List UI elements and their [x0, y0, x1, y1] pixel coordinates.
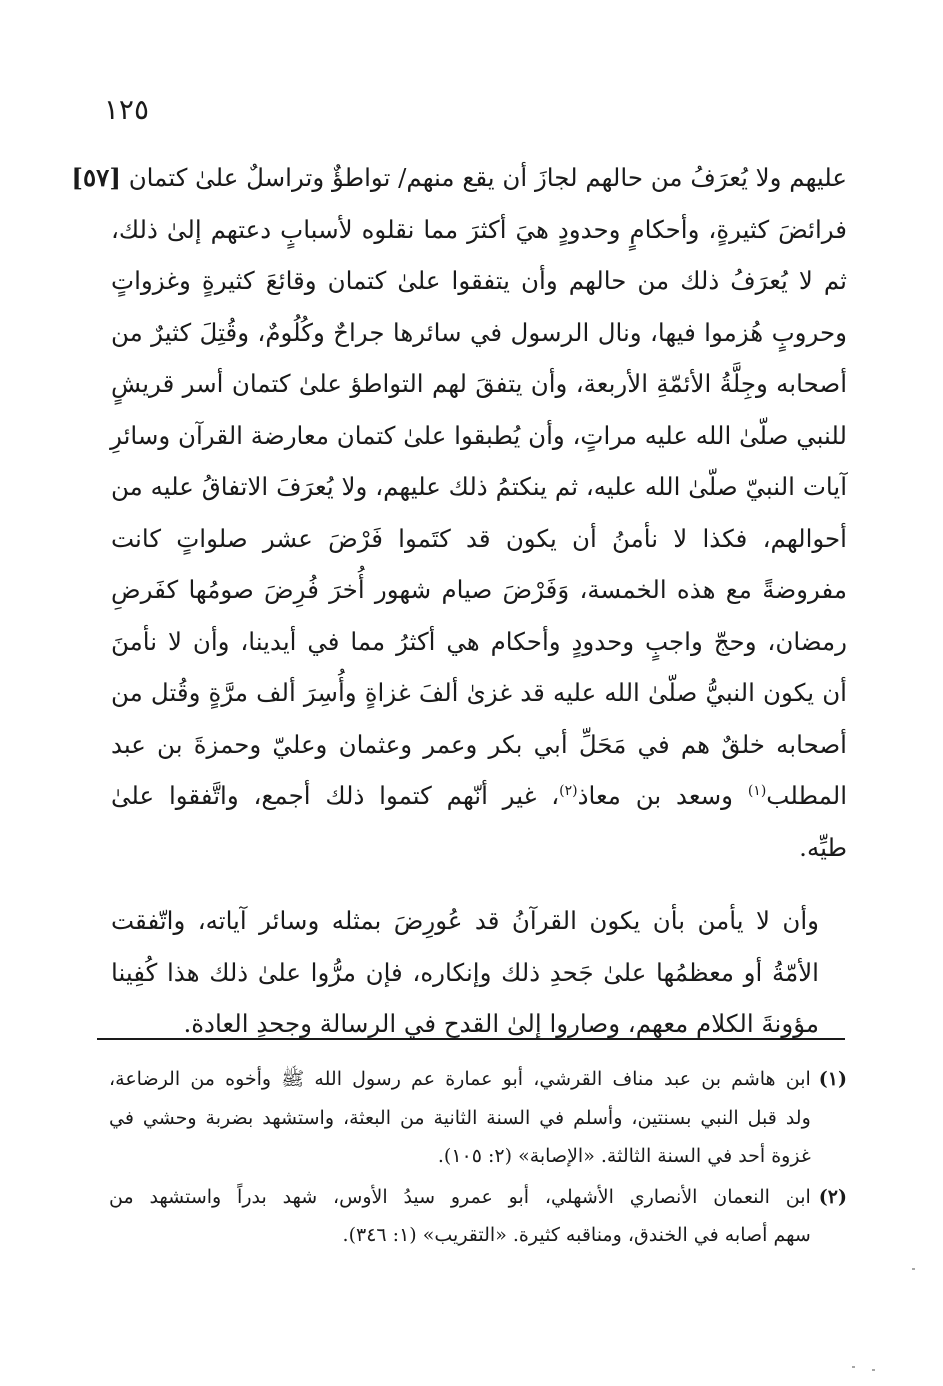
footnote-text	[109, 1060, 811, 1176]
scan-speck	[852, 1366, 855, 1368]
scan-speck	[912, 1268, 915, 1270]
text-line: للنبي صلّىٰ الله عليه مراتٍ، وأن يُطبقوا علىٰ كتمان معارضة القرآن وسائرِ	[110, 420, 847, 450]
footnote-line: ولد قبل النبي بسنتين، وأسلم في السنة الثانية من البعثة، واستشهد بضربة وحشي في	[109, 1106, 811, 1129]
paragraph-1	[71, 152, 847, 873]
page-number: ١٢٥	[103, 93, 149, 126]
text-line: وأن لا يأمن بأن يكون القرآنُ قد عُورِضَ بمثله وسائر آياته، واتّفقت	[111, 906, 819, 935]
text-segment: المطلب	[766, 781, 847, 810]
text-line: أن يكون النبيُّ صلّىٰ الله عليه قد غزىٰ ألفَ غزاةٍ وأُسِرَ ألف مرَّةٍ وقُتل من	[111, 678, 847, 707]
footnote-ref-1[interactable]: (١)	[747, 782, 767, 799]
text-line: أصحابه وجِلَّةُ الأئمّةِ الأربعة، وأن يتفقَ لهم التواطؤ علىٰ كتمان أسر قريشٍ	[111, 369, 847, 398]
text-line: عليهم ولا يُعرَفُ من حالهم لجازَ أن يقع منهم/ تواطؤٌ وتراسلٌ علىٰ كتمان [٥٧]	[71, 163, 847, 192]
footnote-text	[109, 1178, 811, 1255]
footnote-divider	[97, 1038, 845, 1040]
footnote-2	[109, 1178, 847, 1255]
footnote-ref-2[interactable]: (٢)	[559, 782, 578, 799]
text-line: مفروضةً مع هذه الخمسة، وَفَرْضَ صيام شهور أُخرَ فُرِضَ صومُها كفَرضِ	[111, 575, 847, 604]
text-line: فرائضَ كثيرةٍ، وأحكامٍ وحدودٍ هيَ أكثرَ مما نقلوه لأسبابٍ دعتهم إلىٰ ذلك،	[111, 214, 847, 244]
scan-speck	[872, 1369, 875, 1371]
footnote-line: غزوة أحد في السنة الثالثة. «الإصابة» (٢: ١٠٥).	[437, 1145, 811, 1167]
footnotes	[109, 1060, 847, 1257]
footnote-number: (٢)	[818, 1185, 847, 1208]
text-line-with-notes	[111, 770, 847, 822]
footnote-line: سهم أصابه في الخندق، ومناقبه كثيرة. «التقريب» (١: ٣٤٦).	[342, 1224, 811, 1246]
text-line: آيات النبيّ صلّىٰ الله عليه، ثم ينكتمُ ذلك عليهم، ولا يُعرَفَ الاتفاقُ عليه من	[111, 472, 847, 501]
text-line: الأمّةُ أو معظمُها علىٰ جَحدِ ذلك وإنكاره، فإن مرُّوا علىٰ ذلك هذا كُفِينا	[111, 957, 819, 987]
text-segment: ، غير أنّهم كتموا ذلك أجمع، واتَّفقوا علىٰ	[111, 781, 560, 810]
text-line: مؤونةَ الكلام معهم، وصاروا إلىٰ القدح في الرسالة وجحدِ العادة.	[183, 1009, 819, 1038]
paragraph-2	[111, 895, 847, 1050]
text-line: أصحابه خلقٌ هم في مَحَلِّ أبي بكر وعمر وعثمان وعليّ وحمزةَ بن عبد	[111, 729, 847, 759]
footnote-1	[109, 1060, 847, 1176]
footnote-number: (١)	[818, 1068, 847, 1090]
text-line: أحوالهم، فكذا لا نأمنُ أن يكون قد كتَموا فَرْضَ عشر صلواتٍ كانت	[111, 523, 847, 553]
footnote-line: ابن هاشم بن عبد مناف القرشي، أبو عمارة عم رسول الله ﷺ وأخوه من الرضاعة،	[109, 1068, 811, 1090]
main-text	[71, 152, 847, 1050]
text-line: وحروبٍ هُزموا فيها، ونال الرسول في سائرها جراحٌ وكُلُومٌ، وقُتِلَ كثيرٌ من	[111, 317, 847, 347]
manuscript-page-ref: [٥٧]	[71, 163, 121, 192]
footnote-line: ابن النعمان الأنصاري الأشهلي، أبو عمرو سيدُ الأوس، شهد بدراً واستشهد من	[109, 1185, 811, 1208]
text-line: طيِّه.	[799, 832, 847, 862]
text-line: رمضان، وحجّ واجبٍ وحدودٍ وأحكام هي أكثرُ مما في أيدينا، وأن لا نأمنَ	[111, 626, 847, 656]
text-line: ثم لا يُعرَفُ ذلك من حالهم وأن يتفقوا علىٰ كتمان وقائعَ كثيرةٍ وغزواتٍ	[111, 266, 847, 295]
text-segment: وسعد بن معاذ	[577, 781, 734, 810]
